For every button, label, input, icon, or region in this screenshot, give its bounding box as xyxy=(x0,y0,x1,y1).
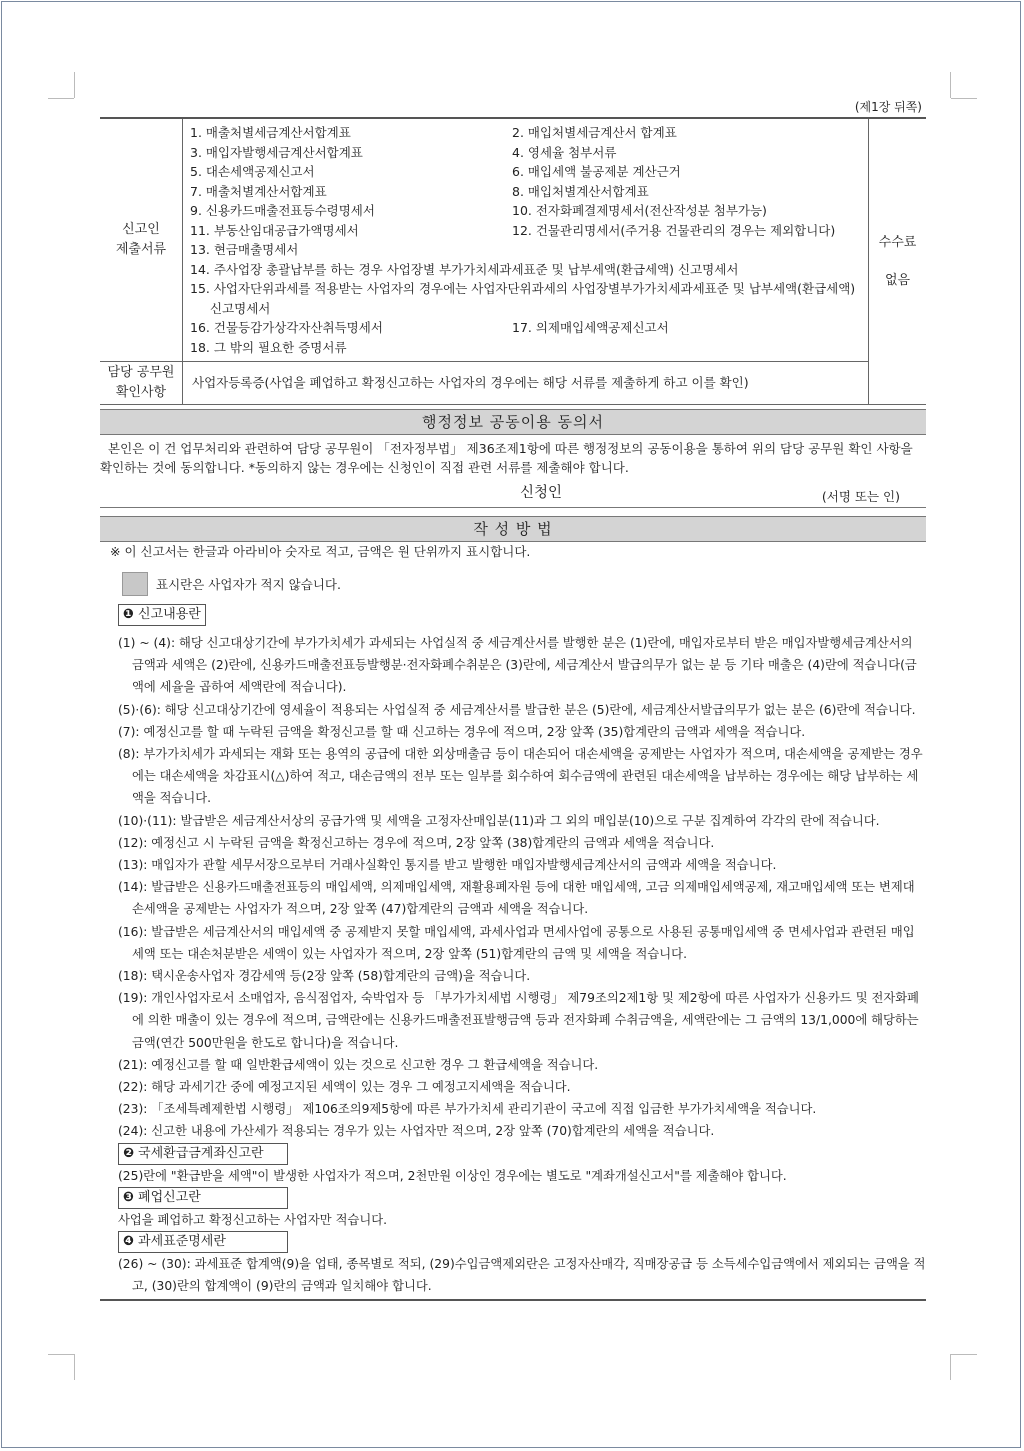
doc-row-18: 18. 그 밖의 필요한 증명서류 xyxy=(190,339,347,355)
instruction-item: 사업을 폐업하고 확정신고하는 사업자만 적습니다. xyxy=(118,1212,387,1227)
section-number: ❹ xyxy=(123,1234,135,1250)
document xyxy=(100,97,926,1301)
doc-item: 4. 영세율 첨부서류 xyxy=(512,144,617,160)
doc-row xyxy=(190,182,861,202)
section-title: 폐업신고란 xyxy=(138,1189,201,1205)
doc-row xyxy=(190,162,861,182)
section-3-items xyxy=(100,1209,926,1231)
instruction-item: (26) ~ (30): 과세표준 합계액(9)을 업태, 종목별로 적되, (29)수입금액제외란은 고정자산매각, 직매장공급 등 소득세수입금액에서 제외되는 금액을 적고, (30)란의 합계액이 (9)란의 금액과 일치해야 합니다. xyxy=(118,1257,926,1294)
section-title: 국세환급금계좌신고란 xyxy=(138,1145,264,1161)
instruction-item: (14): 발급받은 신용카드매출전표등의 매입세액, 의제매입세액, 재활용폐자원 등에 대한 매입세액, 고금 의제매입세액공제, 재고매입세액 또는 변제대손세액을 공제받는 사업자가 적으며, 2장 앞쪽 (47)합계란의 금액과 세액을 적습니다. xyxy=(118,880,915,917)
doc-item: 6. 매입세액 불공제분 계산근거 xyxy=(512,164,681,179)
doc-item: 12. 건물관리명세서(주거용 건물관리의 경우는 제외합니다) xyxy=(512,222,836,238)
instruction-item: (21): 예정신고를 할 때 일반환급세액이 있는 것으로 신고한 경우 그 환급세액을 적습니다. xyxy=(118,1057,599,1072)
instruction-item: (22): 해당 과세기간 중에 예정고지된 세액이 있는 경우 그 예정고지세액을 적습니다. xyxy=(118,1080,571,1095)
fee-label: 수수료 xyxy=(878,234,917,250)
doc-row xyxy=(190,240,861,260)
instruction-item: (24): 신고한 내용에 가산세가 적용되는 경우가 있는 사업자만 적으며, 2장 앞쪽 (70)합계란의 세액을 적습니다. xyxy=(118,1124,715,1139)
signature-row xyxy=(100,477,926,508)
fee-value: 없음 xyxy=(884,272,911,288)
doc-row xyxy=(190,143,861,163)
attachments-list-cell xyxy=(183,118,869,362)
doc-row xyxy=(190,201,861,221)
doc-item: 16. 건물등감가상각자산취득명세서 xyxy=(190,320,383,335)
doc-row xyxy=(190,318,861,338)
instruction-item: (18): 택시운송사업자 경감세액 등(2장 앞쪽 (58)합계란의 금액)을 적습니다. xyxy=(118,969,531,984)
doc-item: 3. 매입자발행세금계산서합계표 xyxy=(190,144,363,160)
legend-text: 표시란은 사업자가 적지 않습니다. xyxy=(156,577,341,592)
section-4-items xyxy=(100,1253,926,1297)
applicant-label: 신청인 xyxy=(520,485,563,501)
crop-mark-tr-v xyxy=(950,72,951,98)
official-check-cell xyxy=(183,362,869,405)
crop-mark-tl-h xyxy=(48,98,74,99)
section-number: ❸ xyxy=(123,1189,135,1205)
instruction-item: (5)·(6): 해당 신고대상기간에 영세율이 적용되는 사업실적 중 세금계산서를 발급한 분은 (5)란에, 세금계산서발급의무가 없는 분은 (6)란에 적습니다. xyxy=(118,702,916,717)
crop-mark-bl-v xyxy=(74,1354,75,1380)
doc-item: 11. 부동산임대공급가액명세서 xyxy=(190,222,359,238)
section-1-items xyxy=(100,632,926,1143)
legend-row xyxy=(122,572,926,596)
section-title: 과세표준명세란 xyxy=(138,1234,226,1250)
doc-row xyxy=(190,221,861,241)
doc-item: 2. 매입처별세금계산서 합계표 xyxy=(512,125,677,140)
section-head-2 xyxy=(118,1143,288,1165)
instructions-notice: ※ 이 신고서는 한글과 아라비아 숫자로 적고, 금액은 원 단위까지 표시합니다. xyxy=(110,544,531,559)
attachments-label-text: 신고인 제출서류 xyxy=(115,222,167,257)
crop-mark-br-h xyxy=(951,1354,977,1355)
instruction-item: (16): 발급받은 세금계산서의 매입세액 중 공제받지 못할 매입세액, 과세사업과 면세사업에 공통으로 사용된 공통매입세액 중 면세사업과 관련된 매입세액 또는 대손처분받은 세액이 있는 사업자가 적으며, 2장 앞쪽 (51)합계란의 금액 및 세액을 적습니다. xyxy=(118,924,915,961)
instruction-item: (1) ~ (4): 해당 신고대상기간에 부가가치세가 과세되는 사업실적 중 세금계산서를 발행한 분은 (1)란에, 매입자로부터 받은 매입자발행세금계산서의 금액과 세액은 (2)란에, 신용카드매출전표등발행분·전자화폐수취분은 (3)란에, 세금계산서 발급의무가 없는 분 등 기타 매출은 (4)란에 적습니다(금액에 세율을 곱하여 세액란에 적습니다). xyxy=(118,636,917,695)
crop-mark-tr-h xyxy=(951,98,977,99)
instruction-item: (8): 부가가치세가 과세되는 재화 또는 용역의 공급에 대한 외상매출금 등이 대손되어 대손세액을 공제받는 사업자가 적으며, 대손세액을 공제받는 경우에는 대손세액을 차감표시(△)하여 적고, 대손금액의 전부 또는 일부를 회수하여 회수금액에 관련된 대손세액을 납부하는 경우에는 해당 납부하는 세액을 적습니다. xyxy=(118,747,923,806)
instruction-item: (7): 예정신고를 할 때 누락된 금액을 확정신고를 할 때 신고하는 경우에 적으며, 2장 앞쪽 (35)합계란의 금액과 세액을 적습니다. xyxy=(118,724,806,739)
crop-mark-bl-h xyxy=(48,1354,74,1355)
consent-body: 본인은 이 건 업무처리와 관련하여 담당 공무원이 「전자정부법」 제36조제1항에 따른 행정정보의 공동이용을 통하여 위의 담당 공무원 확인 사항을 확인하는 것에 동의합니다. *동의하지 않는 경우에는 신청인이 직접 관련 서류를 제출해야 합니다. xyxy=(100,441,913,475)
official-check-text: 사업자등록증(사업을 폐업하고 확정신고하는 사업자의 경우에는 해당 서류를 제출하게 하고 이를 확인) xyxy=(192,375,749,390)
attachments-list xyxy=(184,120,867,360)
instruction-item: (23): 「조세특례제한법 시행령」 제106조의9제5항에 따른 부가가치세 관리기관이 국고에 직접 입금한 부가가치세액을 적습니다. xyxy=(118,1102,817,1117)
signature-note: (서명 또는 인) xyxy=(821,489,900,504)
instruction-item: (12): 예정신고 시 누락된 금액을 확정신고하는 경우에 적으며, 2장 앞쪽 (38)합계란의 금액과 세액을 적습니다. xyxy=(118,835,715,850)
section-head-3 xyxy=(118,1187,288,1209)
instruction-item: (19): 개인사업자로서 소매업자, 음식점업자, 숙박업자 등 「부가가치세법 시행령」 제79조의2제1항 및 제2항에 따른 사업자가 신용카드 및 전자화폐에 의한 매출이 있는 경우에 적으며, 금액란에는 신용카드매출전표발행금액 등과 전자화폐 수취금액을, 세액란에는 그 금액의 13/1,000에 해당하는 금액(연간 500만원을 한도로 합니다)을 적습니다. xyxy=(118,991,920,1050)
instruction-item: (13): 매입자가 관할 세무서장으로부터 거래사실확인 통지를 받고 발행한 매입자발행세금계산서의 금액과 세액을 적습니다. xyxy=(118,858,777,873)
crop-mark-br-v xyxy=(950,1354,951,1380)
attachments-label xyxy=(100,118,183,362)
official-check-label-text: 담당 공무원 확인사항 xyxy=(107,365,175,400)
doc-item: 10. 전자화폐결제명세서(전산작성분 첨부가능) xyxy=(512,203,767,218)
doc-row-15: 15. 사업자단위과세를 적용받는 사업자의 경우에는 사업자단위과세의 사업장별부가가치세과세표준 및 납부세액(환급세액)신고명세서 xyxy=(190,281,856,316)
consent-title: 행정정보 공동이용 동의서 xyxy=(100,409,926,435)
section-number: ❷ xyxy=(123,1145,135,1161)
official-check-label xyxy=(100,362,183,405)
section-head-1 xyxy=(118,604,206,626)
doc-item: 17. 의제매입세액공제신고서 xyxy=(512,320,669,335)
section-title: 신고내용란 xyxy=(138,607,201,622)
bottom-rule xyxy=(100,1299,926,1301)
section-head-4 xyxy=(118,1231,288,1253)
doc-row-14: 14. 주사업장 총괄납부를 하는 경우 사업장별 부가가치세과세표준 및 납부세액(환급세액) 신고명세서 xyxy=(190,261,739,277)
fee-cell xyxy=(869,118,927,405)
shaded-box-legend-icon xyxy=(122,572,148,596)
instruction-item: (25)란에 "환급받을 세액"이 발생한 사업자가 적으며, 2천만원 이상인 경우에는 별도로 "계좌개설신고서"를 제출해야 합니다. xyxy=(118,1168,787,1183)
section-number: ❶ xyxy=(123,607,135,622)
doc-item: 7. 매출처별계산서합계표 xyxy=(190,183,327,199)
attachments-table xyxy=(100,117,926,405)
doc-row xyxy=(190,123,861,143)
section-2-items xyxy=(100,1165,926,1187)
page-label: (제1장 뒤쪽) xyxy=(854,100,922,114)
doc-item: 13. 현금매출명세서 xyxy=(190,242,299,257)
doc-item: 1. 매출처별세금계산서합계표 xyxy=(190,125,351,140)
doc-item: 8. 매입처별계산서합계표 xyxy=(512,183,649,199)
instructions-title: 작 성 방 법 xyxy=(100,516,926,542)
crop-mark-tl-v xyxy=(74,72,75,98)
doc-item: 5. 대손세액공제신고서 xyxy=(190,164,315,179)
instruction-item: (10)·(11): 발급받은 세금계산서상의 공급가액 및 세액을 고정자산매입분(11)과 그 외의 매입분(10)으로 구분 집계하여 각각의 란에 적습니다. xyxy=(118,813,880,828)
doc-item: 9. 신용카드매출전표등수령명세서 xyxy=(190,203,375,218)
